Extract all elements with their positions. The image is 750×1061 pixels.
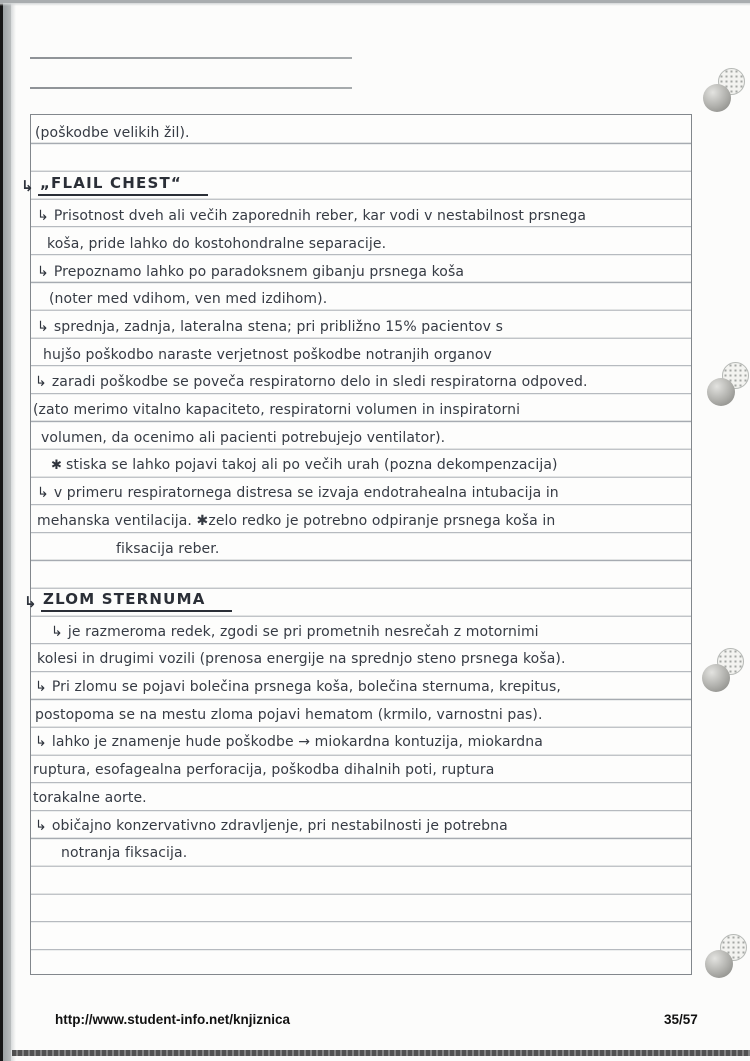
header-blank-line — [30, 57, 352, 59]
handwritten-text: (zato merimo vitalno kapaciteto, respiratorni volumen in inspiratorni — [33, 402, 521, 418]
handwritten-line — [51, 448, 558, 476]
handwritten-text: hujšo poškodbo naraste verjetnost poškodbe notranjih organov — [43, 346, 492, 363]
arrow-marker-icon: ↳ — [35, 734, 47, 751]
handwritten-line — [35, 365, 588, 393]
handwritten-text: notranja fiksacija. — [61, 845, 188, 862]
handwritten-line — [49, 282, 327, 310]
handwritten-text: mehanska ventilacija. ✱zelo redko je potrebno odpiranje prsnega koša in — [37, 512, 556, 529]
handwritten-text: volumen, da ocenimo ali pacienti potrebujejo ventilator). — [41, 429, 446, 446]
arrow-marker-icon: ↳ — [35, 374, 47, 391]
binder-ring-icon — [705, 362, 749, 412]
arrow-marker-icon: ↳ — [35, 679, 47, 695]
handwritten-text: sprednja, zadnja, lateralna stena; pri približno 15% pacientov s — [53, 318, 503, 335]
arrow-marker-icon: ↳ — [51, 623, 63, 640]
handwritten-text: (noter med vdihom, ven med izdihom). — [49, 291, 328, 308]
handwritten-line — [35, 809, 508, 837]
handwritten-line — [35, 670, 561, 698]
handwritten-text: postopoma se na mestu zloma pojavi hematom (krmilo, varnostni pas). — [35, 706, 543, 723]
handwritten-text: torakalne aorte. — [33, 789, 147, 806]
handwritten-line — [33, 781, 147, 809]
ring-ball-icon — [705, 950, 733, 978]
handwritten-text: fiksacija reber. — [116, 540, 220, 557]
handwritten-line — [43, 338, 492, 366]
handwritten-line — [37, 255, 464, 283]
handwritten-text: zaradi poškodbe se poveča respiratorno delo in sledi respiratorna odpoved. — [51, 374, 588, 391]
page-number: 35/57 — [664, 1012, 698, 1027]
handwritten-line — [37, 476, 559, 504]
handwritten-text: običajno konzervativno zdravljenje, pri nestabilnosti je potrebna — [51, 817, 508, 834]
arrow-marker-icon: ↳ — [35, 817, 47, 834]
handwritten-text: (poškodbe velikih žil). — [35, 125, 190, 141]
header-blank-line — [30, 87, 352, 89]
binder-ring-icon — [700, 648, 744, 698]
handwritten-line — [37, 504, 555, 532]
handwritten-text: ZLOM STERNUMA — [41, 592, 232, 612]
handwritten-line — [41, 421, 445, 449]
handwritten-text: Prisotnost dveh ali večih zaporednih reber, kar vodi v nestabilnost prsnega — [53, 208, 587, 225]
ring-ball-icon — [703, 84, 731, 112]
arrow-marker-icon: ↳ — [37, 208, 49, 225]
handwritten-line — [35, 725, 543, 753]
scan-edge-top-fade — [0, 3, 750, 6]
handwritten-text: lahko je znamenje hude poškodbe → miokardna kontuzija, miokardna — [51, 734, 543, 751]
scan-edge-left-shadow — [3, 0, 11, 1061]
handwritten-text: je razmeroma redek, zgodi se pri prometnih nesrečah z motornimi — [67, 623, 539, 640]
handwritten-text: kolesi in drugimi vozili (prenosa energije na sprednjo steno prsnega koša). — [37, 651, 566, 668]
handwritten-text: „FLAIL CHEST“ — [38, 176, 208, 196]
arrow-marker-icon: ↳ — [37, 485, 49, 502]
handwritten-line — [37, 199, 586, 227]
handwritten-text: Prepoznamo lahko po paradoksnem gibanju prsnega koša — [53, 263, 465, 280]
star-marker-icon: ✱ — [51, 458, 62, 474]
handwritten-text: koša, pride lahko do kostohondralne separacije. — [47, 235, 387, 252]
handwritten-heading — [21, 171, 208, 199]
handwritten-text: Pri zlomu se pojavi bolečina prsnega koša, bolečina sternuma, krepitus, — [51, 679, 561, 695]
handwritten-line — [33, 753, 494, 781]
handwritten-line — [47, 227, 386, 255]
binder-ring-icon — [701, 68, 745, 118]
scan-edge-left-fade — [11, 0, 16, 1061]
handwritten-line — [61, 836, 187, 864]
margin-arrow-icon: ↳ — [21, 177, 34, 196]
handwritten-line — [116, 532, 219, 560]
handwritten-line — [37, 642, 566, 670]
handwritten-line — [51, 615, 539, 643]
handwritten-heading — [24, 587, 232, 615]
handwritten-line — [35, 116, 190, 144]
binder-ring-icon — [703, 934, 747, 984]
scan-edge-bottom — [12, 1050, 750, 1056]
margin-arrow-icon: ↳ — [24, 592, 37, 611]
ring-ball-icon — [702, 664, 730, 692]
handwritten-line — [37, 310, 503, 338]
ring-ball-icon — [707, 378, 735, 406]
arrow-marker-icon: ↳ — [37, 318, 49, 335]
handwritten-line — [35, 698, 543, 726]
handwritten-text: ruptura, esofagealna perforacija, poškodba dihalnih poti, ruptura — [33, 762, 495, 779]
arrow-marker-icon: ↳ — [37, 263, 49, 280]
handwritten-text: stiska se lahko pojavi takoj ali po večih urah (pozna dekompenzacija) — [66, 457, 558, 474]
handwritten-line — [33, 393, 520, 421]
ruled-area — [21, 114, 692, 975]
handwritten-text: v primeru respiratornega distresa se izvaja endotrahealna intubacija in — [53, 485, 559, 502]
footer-url: http://www.student-info.net/knjiznica — [55, 1012, 290, 1027]
